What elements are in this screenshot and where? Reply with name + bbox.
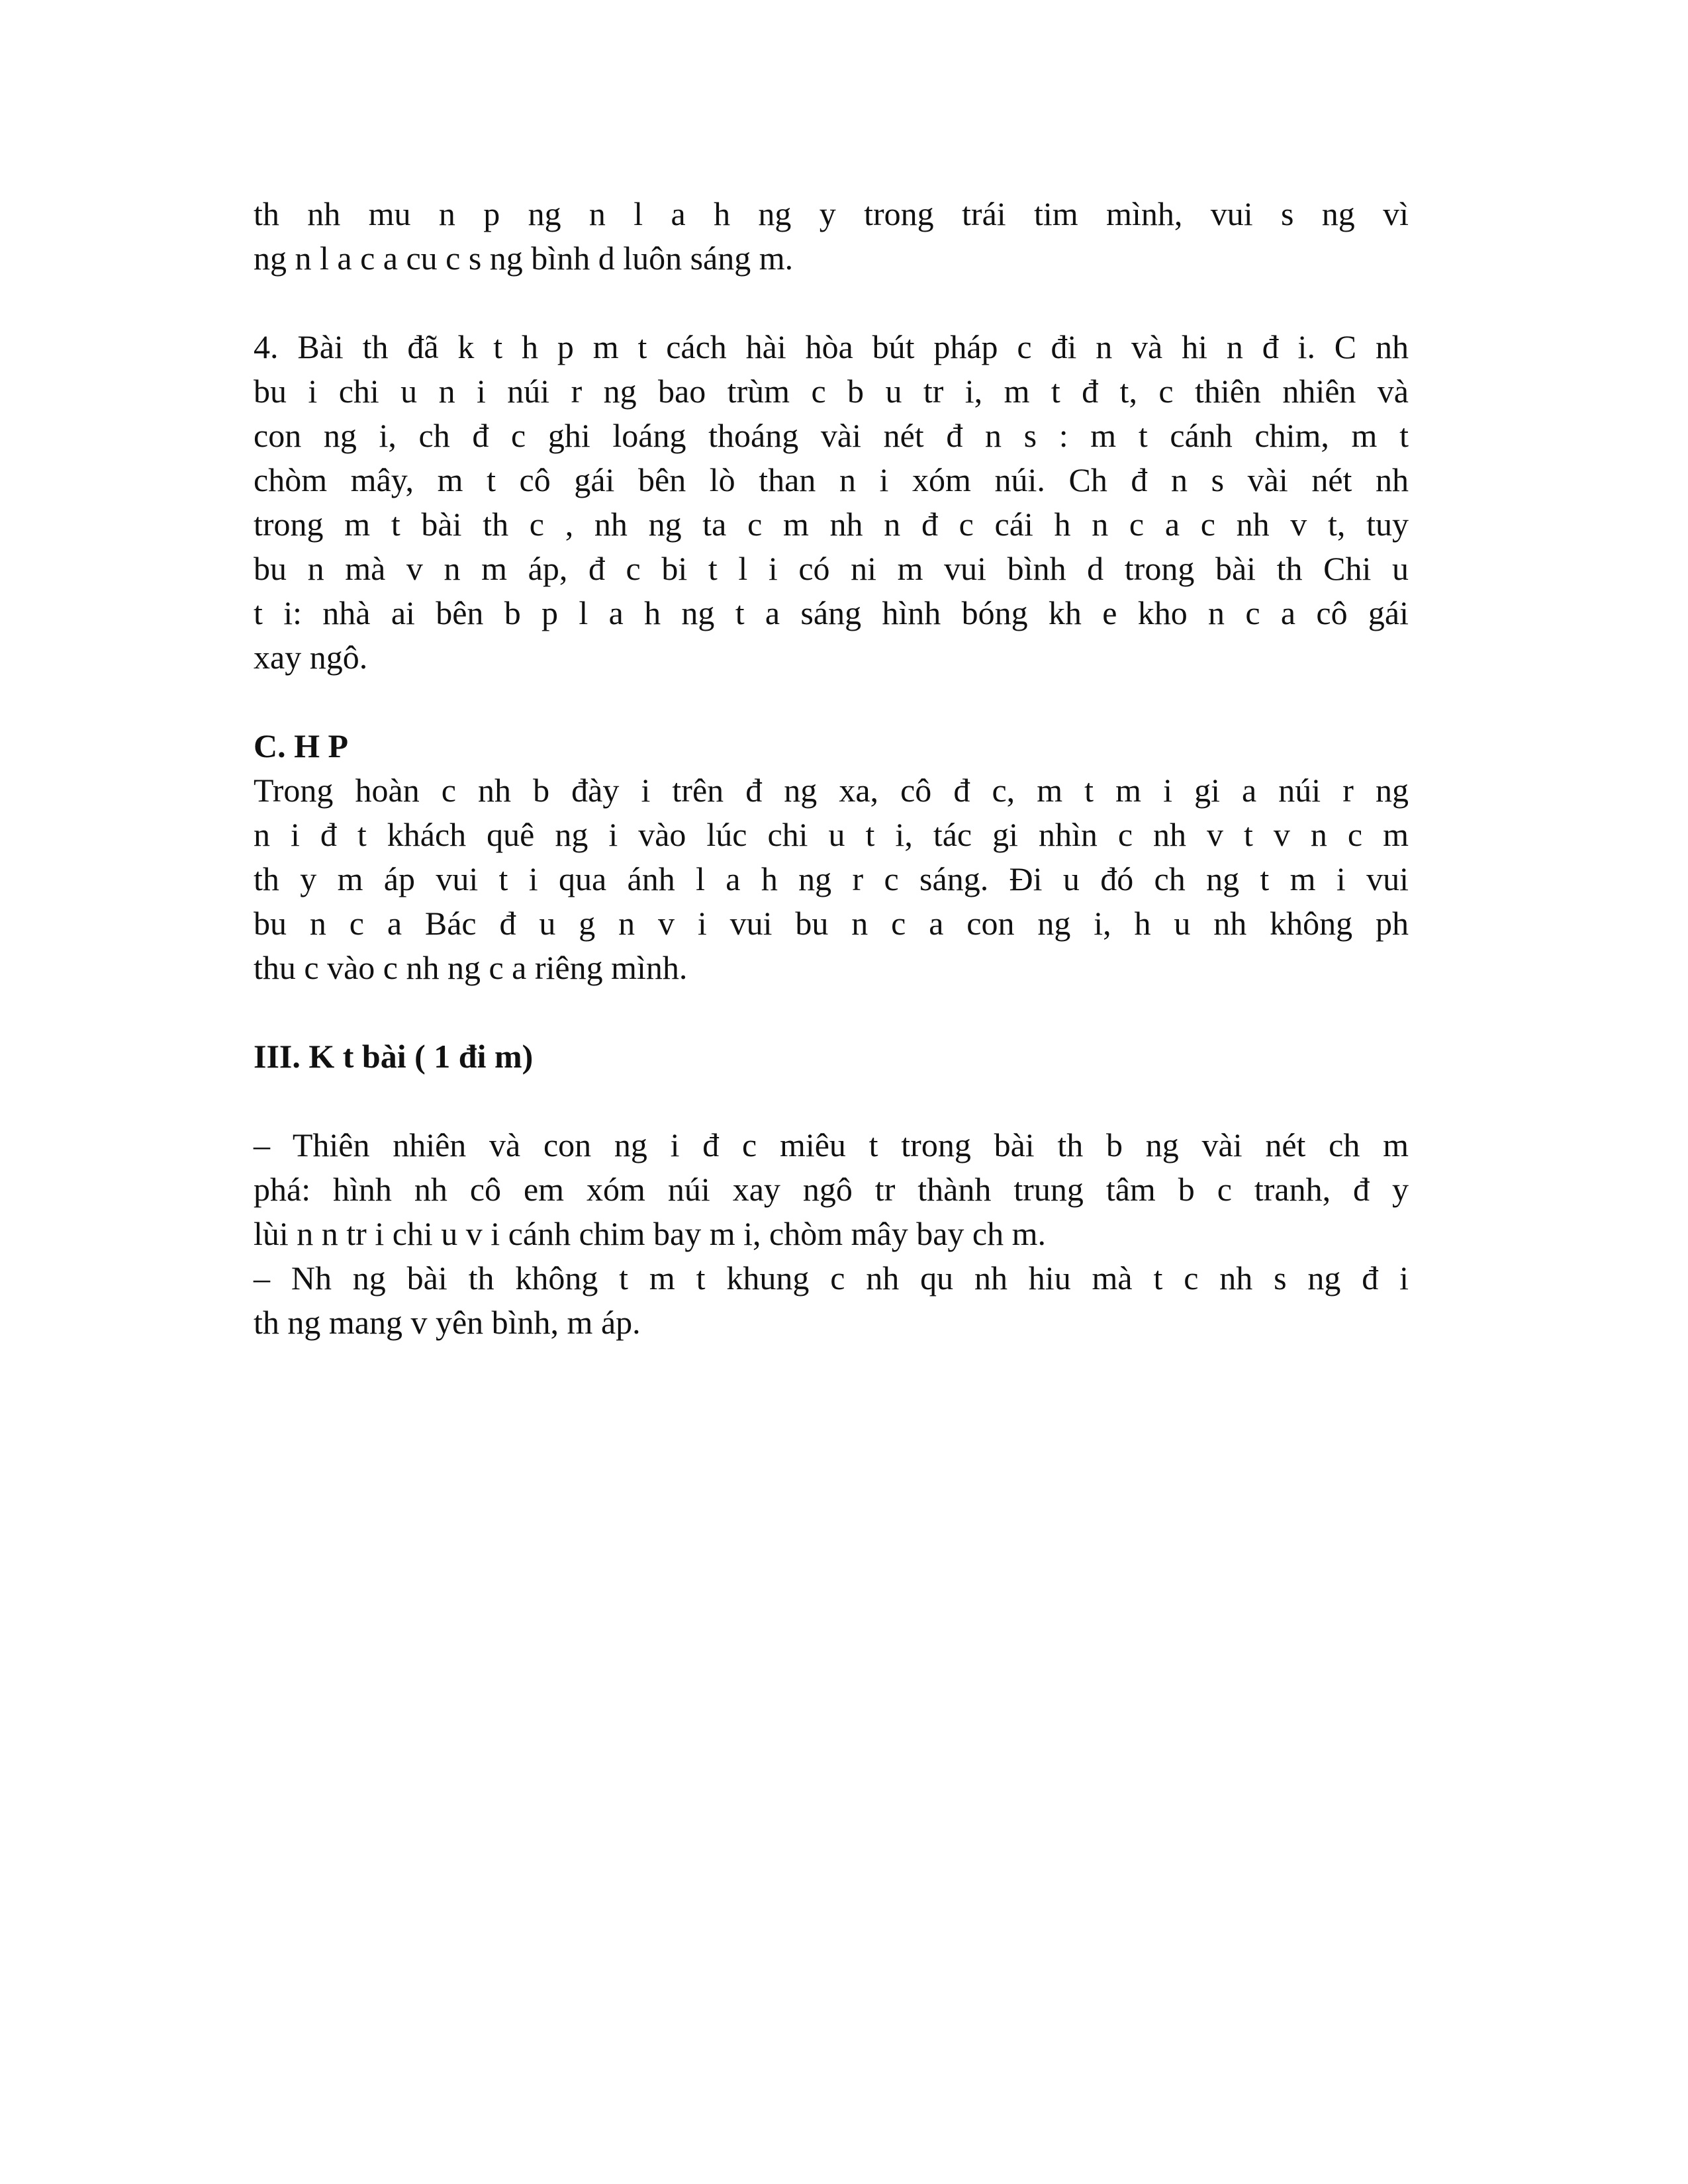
text-line: n i đ t khách quê ng i vào lúc chi u t i, tác gi nhìn c nh v t v n c m bbox=[254, 816, 1409, 853]
text-line: – Nh ng bài th không t m t khung c nh qu nh hiu mà t c nh s ng đ i bbox=[254, 1259, 1409, 1297]
text-line: bu n mà v n m áp, đ c bi t l i có ni m vui bình d trong bài th Chi u bbox=[254, 550, 1409, 587]
document-page bbox=[254, 192, 1409, 1345]
text-line: con ng i, ch đ c ghi loáng thoáng vài nét đ n s : m t cánh chim, m t bbox=[254, 417, 1409, 454]
paragraph-2 bbox=[254, 325, 1409, 680]
text-line: bu n c a Bác đ u g n v i vui bu n c a con ng i, h u nh không ph bbox=[254, 905, 1409, 942]
paragraph-1 bbox=[254, 192, 1409, 281]
text-line: lùi n n tr i chi u v i cánh chim bay m i, chòm mây bay ch m. bbox=[254, 1215, 1046, 1252]
text-line: bu i chi u n i núi r ng bao trùm c b u tr i, m t đ t, c thiên nhiên và bbox=[254, 373, 1409, 410]
text-line: trong m t bài th c , nh ng ta c m nh n đ c cái h n c a c nh v t, tuy bbox=[254, 506, 1409, 543]
text-line: phá: hình nh cô em xóm núi xay ngô tr thành trung tâm b c tranh, đ y bbox=[254, 1171, 1409, 1208]
text-line: – Thiên nhiên và con ng i đ c miêu t trong bài th b ng vài nét ch m bbox=[254, 1126, 1409, 1163]
text-line: thu c vào c nh ng c a riêng mình. bbox=[254, 949, 688, 986]
section-heading: C. H P bbox=[254, 727, 349, 764]
text-line: Trong hoàn c nh b đày i trên đ ng xa, cô đ c, m t m i gi a núi r ng bbox=[254, 772, 1409, 809]
text-line: th y m áp vui t i qua ánh l a h ng r c sáng. Đi u đó ch ng t m i vui bbox=[254, 860, 1409, 897]
text-line: th ng mang v yên bình, m áp. bbox=[254, 1304, 641, 1341]
text-line: th nh mu n p ng n l a h ng y trong trái tim mình, vui s ng vì bbox=[254, 195, 1409, 232]
text-line: t i: nhà ai bên b p l a h ng t a sáng hình bóng kh e kho n c a cô gái bbox=[254, 594, 1409, 631]
section-c bbox=[254, 724, 1409, 990]
section-heading: III. K t bài ( 1 đi m) bbox=[254, 1038, 534, 1075]
text-line: ng n l a c a cu c s ng bình d luôn sáng m. bbox=[254, 240, 794, 277]
text-line: xay ngô. bbox=[254, 639, 368, 676]
section-iii bbox=[254, 1034, 1409, 1345]
text-line: chòm mây, m t cô gái bên lò than n i xóm núi. Ch đ n s vài nét nh bbox=[254, 461, 1409, 498]
text-line: 4. Bài th đã k t h p m t cách hài hòa bút pháp c đi n và hi n đ i. C nh bbox=[254, 328, 1409, 365]
